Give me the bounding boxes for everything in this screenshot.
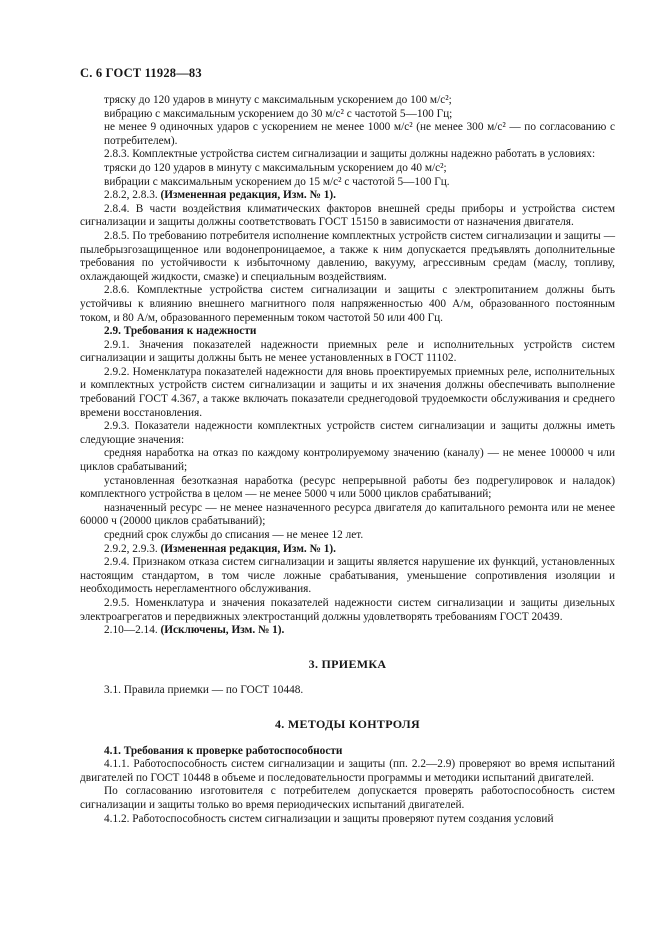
clause-3-1: 3.1. Правила приемки — по ГОСТ 10448. bbox=[104, 684, 304, 697]
section-4-title: 4. МЕТОДЫ КОНТРОЛЯ bbox=[274, 716, 421, 731]
document-body bbox=[80, 94, 615, 826]
clause-2-8-6: 2.8.6. Комплектные устройства систем сигнализации и защиты с электропитанием должны быть устойчивы к влиянию внешнего магнитного поля напряженностью 400 А/м, образованного постоянным током, и 80 А/м, образованного переменным током частотой 50 или 400 Гц. bbox=[80, 284, 615, 324]
paragraph: тряску до 120 ударов в минуту с максимальным ускорением до 100 м/с²; bbox=[104, 94, 452, 106]
clause-2-9-3: 2.9.3. Показатели надежности комплектных устройств систем сигнализации и защиты должны иметь следующие значения: bbox=[80, 420, 615, 446]
clause-2-8-5: 2.8.5. По требованию потребителя исполнение комплектных устройств систем сигнализации и защиты — пылебрызгозащищенное или водонепроницаемое, а также к ним допускается предъявлять дополнительные требования по устойчивости к избыточному давлению, вакууму, агрессивным средам (маслу, топливу, охлаждающей жидкости, смазке) и специальным воздействиям. bbox=[80, 229, 615, 283]
clause-2-9-1: 2.9.1. Значения показателей надежности приемных реле и исполнительных устройств систем сигнализации и защиты должны быть не менее установленных в ГОСТ 11102. bbox=[80, 338, 615, 365]
paragraph: вибрации с максимальным ускорением до 15 м/с² с частотой 5—100 Гц. bbox=[104, 175, 450, 188]
paragraph: вибрацию с максимальным ускорением до 30 м/с² с частотой 5—100 Гц; bbox=[104, 107, 453, 120]
paragraph-text: не менее 9 одиночных ударов с ускорением не менее 1000 м/с² (не менее 300 м/с² — по согласованию с потребителем). bbox=[104, 121, 615, 147]
amendment-clauses: 2.8.2, 2.8.3. bbox=[104, 189, 161, 202]
amendment-label: (Измененная редакция, Изм. № 1). bbox=[160, 189, 336, 202]
clause-4-1-2: 4.1.2. Работоспособность систем сигнализации и защиты проверяют путем создания условий bbox=[104, 812, 554, 825]
clause-4-1-1: 4.1.1. Работоспособность систем сигнализации и защиты (пп. 2.2—2.9) проверяют во время испытаний двигателей по ГОСТ 10448 в объеме и последовательности программы и методики испытаний двигателей. bbox=[80, 758, 615, 784]
paragraph: средняя наработка на отказ по каждому контролируемому значению (каналу) — не менее 100000 ч или циклов срабатываний; bbox=[80, 447, 615, 474]
paragraph: тряски до 120 ударов в минуту с максимальным ускорением до 40 м/с²; bbox=[104, 161, 447, 174]
paragraph: средний срок службы до списания — не менее 12 лет. bbox=[104, 529, 364, 541]
amendment-note bbox=[80, 189, 615, 203]
clause-2-9-5: 2.9.5. Номенклатура и значения показателей надежности систем сигнализации и защиты дизельных электроагрегатов и передвижных электростанций должны удовлетворять требованиям ГОСТ 20439. bbox=[80, 596, 615, 623]
excluded-label: (Исключены, Изм. № 1). bbox=[160, 624, 285, 637]
clause-2-9-2: 2.9.2. Номенклатура показателей надежности для вновь проектируемых приемных реле, исполнительных и комплектных устройств систем сигнализации и защиты и их значения должны обеспечивать выполнение требований ГОСТ 4.367, а также включать показатели среднегодовой трудоемкости обслуживания и среднего времени восстановления. bbox=[80, 365, 615, 419]
section-3-title: 3. ПРИЕМКА bbox=[308, 656, 387, 671]
paragraph: По согласованию изготовителя с потребителем допускается проверять работоспособность систем сигнализации и защиты только во время периодических испытаний двигателей. bbox=[80, 785, 615, 811]
amendment-note bbox=[80, 543, 615, 557]
page-header: С. 6 ГОСТ 11928—83 bbox=[80, 66, 202, 80]
paragraph: назначенный ресурс — не менее назначенного ресурса двигателя до капитального ремонта или не менее 60000 ч (20000 циклов срабатываний); bbox=[80, 501, 615, 528]
clause-2-8-4: 2.8.4. В части воздействия климатических факторов внешней среды приборы и устройства систем сигнализации и защиты должны соответствовать ГОСТ 15150 в зависимости от назначения двигателя. bbox=[80, 202, 615, 229]
clause-2-8-3: 2.8.3. Комплектные устройства систем сигнализации и защиты должны надежно работать в условиях: bbox=[104, 148, 596, 161]
paragraph bbox=[80, 121, 615, 148]
subsection-heading-2-9: 2.9. Требования к надежности bbox=[104, 325, 257, 338]
paragraph: установленная безотказная наработка (ресурс непрерывной работы без подрегулировок и наладок) комплектного устройства в целом — не менее 5000 ч или 5000 циклов срабатываний; bbox=[80, 474, 615, 501]
clause-2-9-4: 2.9.4. Признаком отказа систем сигнализации и защиты является нарушение их функций, установленных настоящим стандартом, в том числе ложные срабатывания, уменьшение сопротивления изоляции и необходимость нерегламентного обслуживания. bbox=[80, 556, 615, 596]
excluded-note bbox=[80, 624, 615, 638]
excluded-clauses: 2.10—2.14. bbox=[104, 624, 161, 637]
amendment-clauses: 2.9.2, 2.9.3. bbox=[104, 542, 161, 555]
subsection-heading-4-1: 4.1. Требования к проверке работоспособности bbox=[104, 744, 343, 757]
amendment-label: (Измененная редакция, Изм. № 1). bbox=[160, 542, 336, 555]
